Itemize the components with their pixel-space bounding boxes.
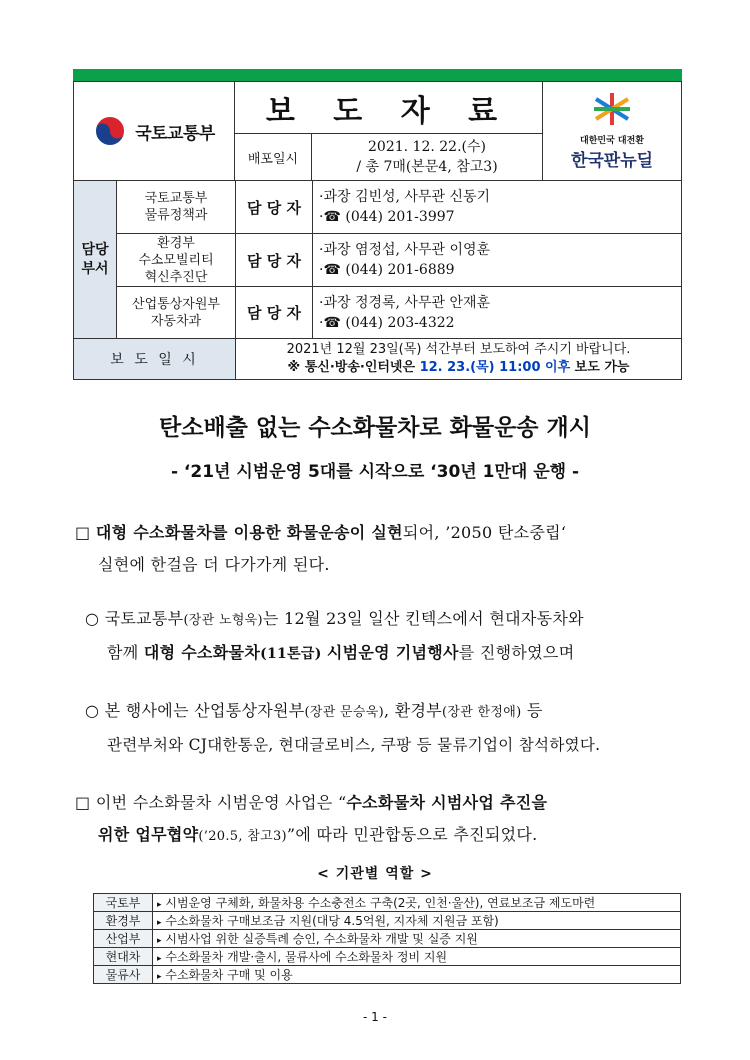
role-org: 물류사 [94,966,153,984]
phone-icon: ☎ [323,314,341,331]
p3-b: , 환경부 [383,701,443,720]
p2-paren-2: (11톤급) [260,646,327,662]
paragraph-4 [75,787,685,853]
doc-title: 보 도 자 료 [235,82,543,134]
phone-number: (044) 201-3997 [345,209,455,225]
ministry-name: 국토교통부 [135,123,215,144]
brand-small-text: 대한민국 대전환 [580,136,644,146]
embargo-label: 보 도 일 시 [74,339,236,380]
p4-bold: 수소화물차 시범사업 추진을 [346,793,548,812]
person-names: ·과장 염정섭, 사무관 이영훈 [319,242,491,258]
ministry-logo-cell [74,82,235,181]
role-org: 환경부 [94,912,153,930]
phone-icon: ☎ [323,262,341,278]
dept-line: 국토교통부 [144,191,208,206]
contact-dept [117,234,236,287]
dept-line: 물류정책과 [144,208,208,223]
row-marker-icon: ▸ [157,918,162,928]
circle-bullet-icon: ○ [85,609,100,628]
circle-bullet-icon: ○ [85,701,100,720]
role-org: 현대차 [94,948,153,966]
phone-icon: ☎ [323,209,341,225]
header-table [73,81,682,181]
embargo-text [236,339,682,380]
p3-paren-1: (장관 문승욱) [304,705,384,720]
p4-line2-bold: 위한 업무협약 [98,825,199,844]
dept-line: 혁신추진단 [144,269,208,285]
new-deal-logo-cell [543,82,682,181]
contact-role: 담 당 자 [236,234,313,287]
roles-title: < 기관별 역할 > [317,866,433,882]
p2-line2-a: 함께 [107,643,144,662]
p4-a: 이번 수소화물차 시범운영 사업은 “ [95,793,347,812]
role-desc-text: 시범운영 구체화, 화물차용 수소충전소 구축(2곳, 인천·울산), 연료보조금 제도마련 [165,896,596,910]
table-row [94,966,681,984]
contacts-section-label [74,181,117,339]
paragraph-3 [85,695,685,761]
contact-dept [117,287,236,339]
row-marker-icon: ▸ [157,900,162,910]
dept-line: 환경부 [157,235,195,251]
row-marker-icon: ▸ [157,954,162,964]
new-deal-star-icon [590,91,634,127]
table-row [94,894,681,912]
phone-line: ·☎ (044) 203-4322 [319,314,455,331]
embargo-line-1: 2021년 12월 23일(목) 석간부터 보도하여 주시기 바랍니다. [286,342,631,357]
row-marker-icon: ▸ [157,972,162,982]
section-label-line-1: 담당 [81,241,109,258]
p4-paren: (’20.5, 참고3) [198,829,287,844]
contact-role: 담 당 자 [236,181,313,234]
role-desc [153,930,681,948]
p2-b: 는 12월 23일 일산 킨텍스에서 현대자동차와 [262,609,584,628]
p3-paren-2: (장관 한정애) [442,705,522,720]
role-desc-text: 수소화물차 구매보조금 지원(대당 4.5억원, 지자체 지원금 포함) [165,914,499,928]
p2-line2-c: 를 진행하였으며 [458,643,575,662]
p2-paren: (장관 노형욱) [183,613,263,628]
contacts-table [73,180,682,380]
contact-persons [313,234,682,287]
role-desc [153,966,681,984]
contact-persons [313,287,682,339]
phone-number: (044) 201-6889 [345,262,455,278]
header-top-bar [73,69,682,81]
brand-big-text: 한국판뉴딜 [570,151,654,171]
p3-line2: 관련부처와 CJ대한통운, 현대글로비스, 쿠팡 등 물류기업이 참석하였다. [107,736,601,754]
dept-line: 자동차과 [150,313,202,329]
phone-line: ·☎ (044) 201-3997 [319,209,455,225]
paragraph-2 [85,603,685,670]
release-date: 2021. 12. 22.(수) [368,139,486,155]
p3-a: 본 행사에는 산업통상자원부 [104,701,305,720]
square-bullet-icon: □ [75,523,91,542]
role-desc [153,894,681,912]
p1-line2: 실현에 한걸음 더 다가가게 된다. [98,555,330,574]
role-org: 산업부 [94,930,153,948]
paragraph-1 [75,517,685,581]
release-date-cell [312,134,543,181]
p2-bold-2: 시범운영 기념행사 [326,643,459,662]
contact-persons [313,181,682,234]
table-row [94,948,681,966]
roles-table [93,893,681,984]
phone-number: (044) 203-4322 [345,314,455,331]
table-row [94,930,681,948]
contact-role: 담 당 자 [236,287,313,339]
table-row [94,912,681,930]
p1-rest: 되어, ’2050 탄소중립‘ [402,523,567,542]
subheadline: - ‘21년 시범운영 5대를 시작으로 ‘30년 1만대 운행 - [170,462,580,482]
p1-bold: 대형 수소화물차를 이용한 화물운송이 실현 [95,523,403,542]
section-label-line-2: 부서 [81,260,109,277]
row-marker-icon: ▸ [157,936,162,946]
contact-dept [117,181,236,234]
p3-c: 등 [521,701,543,720]
role-desc-text: 수소화물차 구매 및 이용 [165,968,293,982]
p4-line2-rest: ”에 따라 민관합동으로 추진되었다. [286,825,538,844]
p2-bold-1: 대형 수소화물차 [143,643,261,662]
role-desc-text: 수소화물차 개발·출시, 물류사에 수소화물차 정비 지원 [165,950,448,964]
release-label: 배포일시 [235,134,312,181]
p2-a: 국토교통부 [104,609,184,628]
page-number: - 1 - [363,1010,387,1024]
embargo-prefix: ※ 통신·방송·인터넷은 [287,360,420,375]
taegeuk-emblem-icon [93,114,127,148]
square-bullet-icon: □ [75,793,91,812]
release-pages: / 총 7매(본문4, 참고3) [356,159,498,175]
role-desc [153,912,681,930]
dept-line: 수소모빌리티 [138,252,214,268]
role-org: 국토부 [94,894,153,912]
role-desc-text: 시범사업 위한 실증특례 승인, 수소화물차 개발 및 실증 지원 [165,932,478,946]
embargo-highlight: 12. 23.(목) 11:00 이후 [419,360,571,375]
embargo-line-2 [236,359,681,377]
phone-line: ·☎ (044) 201-6889 [319,262,455,278]
person-names: ·과장 정경록, 사무관 안재훈 [319,294,491,311]
headline: 탄소배출 없는 수소화물차로 화물운송 개시 [159,415,591,441]
embargo-suffix: 보도 가능 [570,360,630,375]
dept-line: 산업통상자원부 [132,296,220,312]
role-desc [153,948,681,966]
person-names: ·과장 김빈성, 사무관 신동기 [319,189,491,205]
